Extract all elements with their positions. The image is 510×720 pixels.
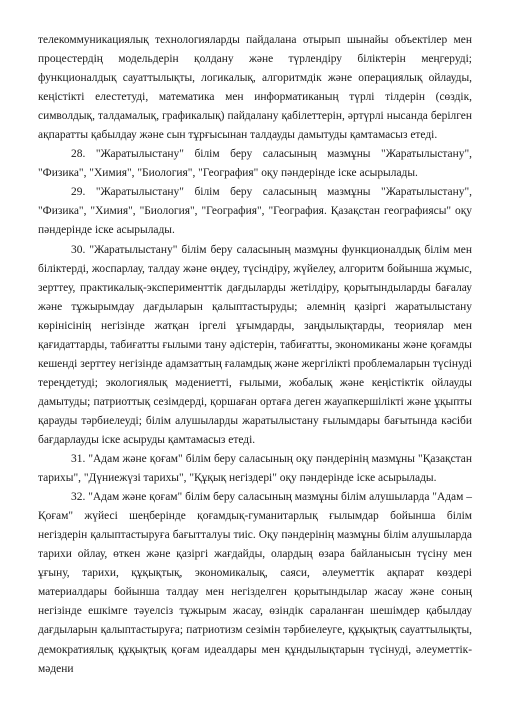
paragraph-31: 31. "Адам және қоғам" білім беру саласының оқу пәндерінің мазмұны "Қазақстан тарихы", "Дүниежүзі тарихы", "Құқық негіздері" оқу пәндерінде іске асырылады. <box>38 453 472 485</box>
paragraph-28: 28. "Жаратылыстану" білім беру саласының мазмұны "Жаратылыстану", "Физика", "Химия", "Биология", "География" оқу пәндерінде іске асырылады. <box>38 148 472 180</box>
paragraph-30: 30. "Жаратылыстану" білім беру саласының мазмұны функционалдық білім мен біліктерді, жоспарлау, талдау және өңдеу, түсіндіру, жүйелеу, алгоритм бойынша жұмыс, зерттеу, практикалық-эксперименттік дағдыларды жетілдіру, қорытындыларды бағалау және тұжырымдау дағдыларын қалыптастыруды; әлемнің қазіргі жаратылыстану көрінісінің негізінде жатқан іргелі ұғымдарды, заңдылықтарды, теориялар мен қағидаттарды, табиғатты ғылыми тану әдістерін, табиғатты, экономиканы және қоғамды кешенді зерттеу негізінде адамзаттың ғаламдық және жергілікті проблемаларын түсінуді тереңдетуді; экологиялық мәдениетті, ғылыми, жобалық және кеңістіктік ойлауды дамытуды; патриоттық сезімдерді, қоршаған ортаға деген жауапкершілікті және ұқыпты қарауды тәрбиелеуді; білім алушыларды жаратылыстану ғылымдары бағытында кәсіби бағдарлауды іске асыруды қамтамасыз етеді. <box>38 243 472 446</box>
paragraph-continuation: телекоммуникациялық технологияларды пайдалана отырып шынайы объектілер мен процестердің модельдерін қолдану және түрлендіру біліктерін меңгеруді; функционалдық сауаттылықты, логикалық, алгоритмдік және операциялық ойлауды, кеңістікті елестетуді, математика мен информатиканың түрлі тілдерін (сөздік, символдық, талдамалық, графикалық) пайдалану қабілеттерін, әртүрлі нысанда берілген ақпаратты қабылдау және сын тұрғысынан талдауды дамытуды қамтамасыз етеді. <box>38 34 472 142</box>
paragraph-29: 29. "Жаратылыстану" білім беру саласының мазмұны "Жаратылыстану", "Физика", "Химия", "Биология", "География", "География. Қазақстан географиясы" оқу пәндерінде іске асырылады. <box>38 186 472 237</box>
paragraph-32: 32. "Адам және қоғам" білім беру саласының мазмұны білім алушыларда "Адам – Қоғам" жүйесі шеңберінде қоғамдық-гуманитарлық ғылымдар бойынша білім негіздерін қалыптастыруға бағытталуы тиіс. Оқу пәндерінің мазмұны білім алушыларда тарихи ойлау, өткен және қазіргі жағдайды, олардың өзара байланысын түсіну мен ұғыну, тарихи, құқықтық, экономикалық, саяси, әлеуметтік ақпарат көздері материалдары бойынша талдау мен негізделген қорытындылар жасау және соның негізінде ешкімге тәуелсіз тұжырым жасау, өзіндік сараланған шешімдер қабылдау дағдыларын қалыптастыруға; патриотизм сезімін тәрбиелеуге, құқықтық сауаттылықты, демократиялық құқықтық қоғам идеалдары мен құндылықтарын түсінуді, әлеуметтік-мәдени <box>38 491 472 675</box>
